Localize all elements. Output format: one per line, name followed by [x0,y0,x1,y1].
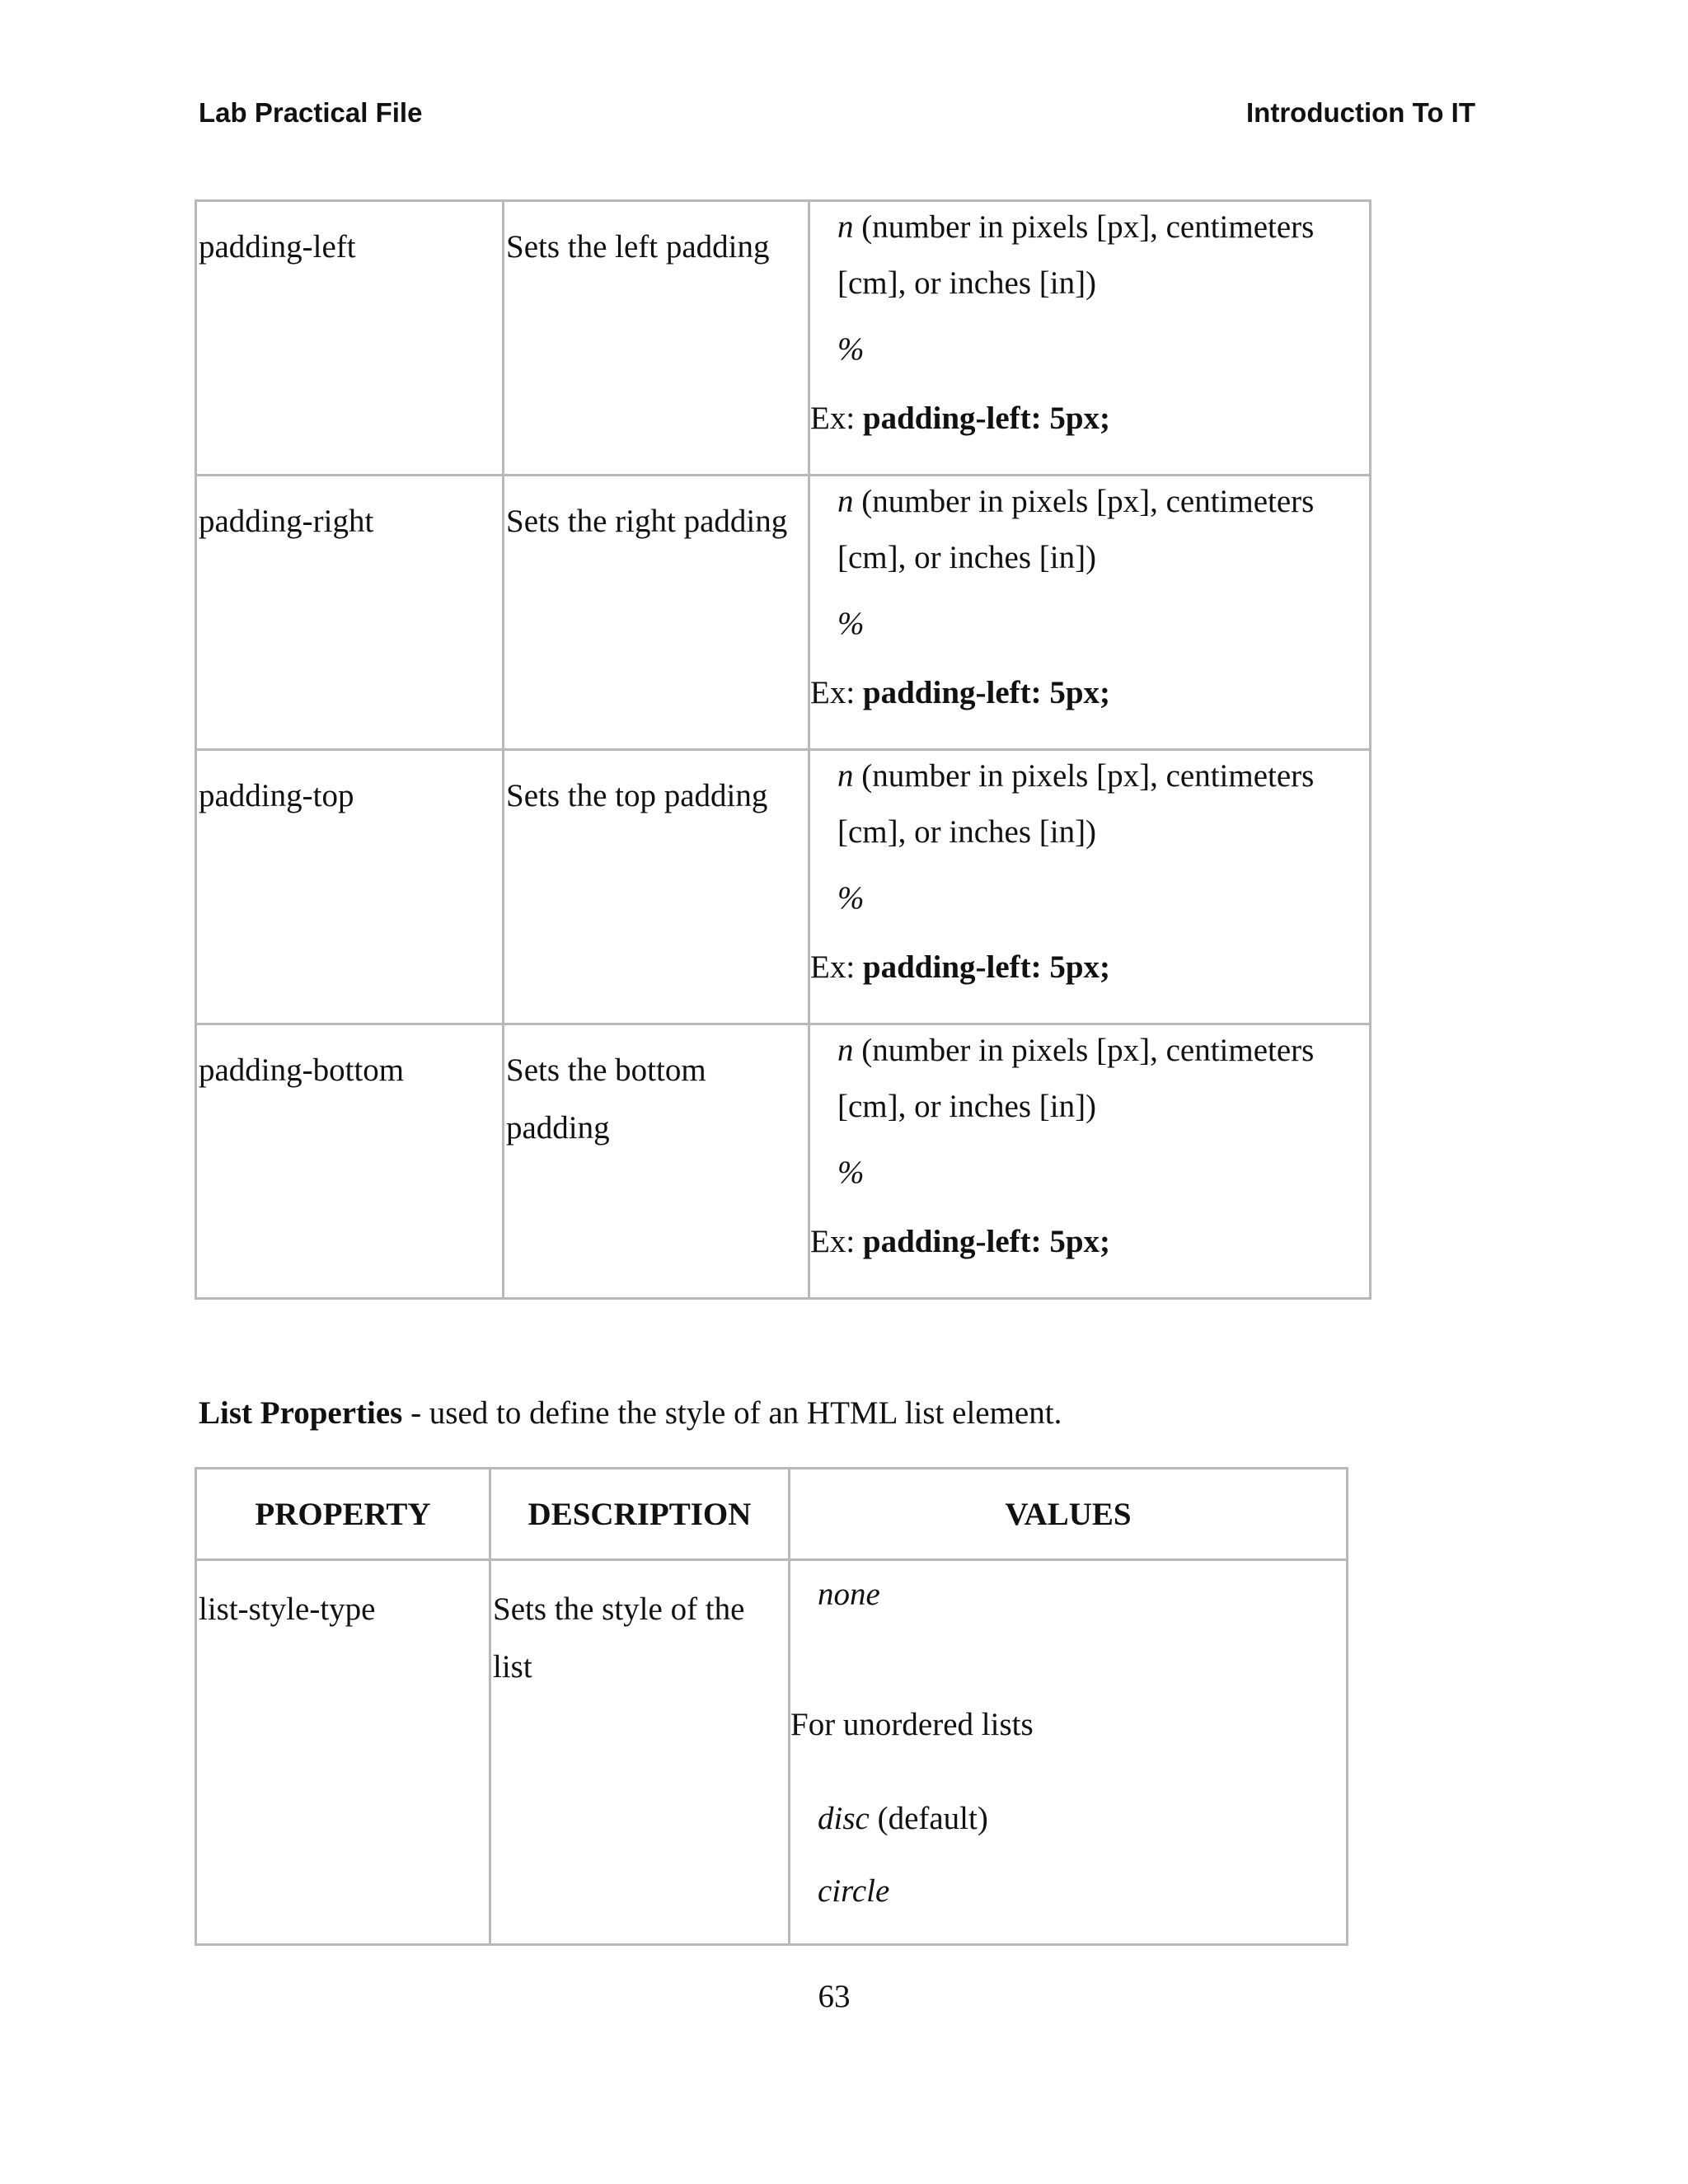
description-cell [504,201,809,476]
example-line [810,1213,1369,1271]
property-description-line-2: list [493,1649,532,1685]
example-prefix: Ex: [810,949,863,985]
value-n: n [837,758,854,794]
property-name: padding-top [199,778,354,813]
value-line-2: [cm], or inches [in]) [837,814,1097,850]
list-properties-title: List Properties [199,1395,403,1431]
example-code: padding-left: 5px; [862,1224,1111,1259]
property-description: Sets the left padding [506,229,770,265]
property-cell [196,476,504,750]
example-line [810,390,1369,448]
value-line-2: [cm], or inches [in]) [837,1089,1097,1124]
property-cell [196,1024,504,1299]
value-percent: % [837,331,865,367]
table-row [196,1024,1371,1299]
list-properties-description: - used to define the style of an HTML list element. [402,1395,1062,1431]
description-cell [504,1024,809,1299]
table-row [196,476,1371,750]
list-properties-intro [199,1393,1062,1434]
property-description-line-2: padding [506,1110,610,1146]
table-row [196,201,1371,476]
value-line-2: [cm], or inches [in]) [837,265,1097,301]
value-line [810,199,1369,256]
value-n: n [837,484,854,519]
value-unit-text: (number in pixels [px], centimeters [853,758,1315,794]
example-code: padding-left: 5px; [862,401,1111,436]
description-cell [504,750,809,1024]
value-line [810,473,1369,531]
property-cell [196,750,504,1024]
value-line [810,1022,1369,1080]
property-name: padding-left [199,229,356,265]
value-unit-text: (number in pixels [px], centimeters [853,209,1315,245]
value-n: n [837,1033,854,1068]
values-cell [809,1024,1371,1299]
table-row [196,1560,1348,1945]
padding-properties-table [195,199,1372,1300]
description-cell [504,476,809,750]
values-cell [790,1560,1348,1945]
page-number: 63 [818,1979,851,2014]
example-code: padding-left: 5px; [862,949,1111,985]
property-description: Sets the top padding [506,778,768,813]
value-disc-suffix: (default) [869,1801,988,1836]
value-none: none [818,1577,880,1612]
header-left: Lab Practical File [199,97,423,128]
property-cell [196,1560,490,1945]
value-unit-text: (number in pixels [px], centimeters [853,484,1315,519]
table-header-row [196,1469,1348,1560]
value-n: n [837,209,854,245]
value-disc-line [790,1790,1346,1848]
example-prefix: Ex: [810,675,863,710]
values-cell [809,750,1371,1024]
value-line [810,748,1369,805]
value-circle: circle [818,1873,890,1909]
value-percent: % [837,1155,865,1190]
property-name: padding-bottom [199,1052,405,1088]
example-code: padding-left: 5px; [862,675,1111,710]
property-name: list-style-type [199,1591,376,1627]
description-cell [490,1560,790,1945]
property-name: padding-right [199,504,374,539]
value-percent: % [837,606,865,641]
column-header-description: DESCRIPTION [490,1469,790,1560]
example-line [810,939,1369,996]
property-description-line-1: Sets the style of the [493,1591,745,1627]
value-line-2: [cm], or inches [in]) [837,540,1097,575]
header-right: Introduction To IT [1246,97,1475,128]
column-header-values: VALUES [790,1469,1348,1560]
example-prefix: Ex: [810,401,863,436]
value-unit-text: (number in pixels [px], centimeters [853,1033,1315,1068]
column-header-property: PROPERTY [196,1469,490,1560]
property-cell [196,201,504,476]
property-description-line-1: Sets the bottom [506,1052,706,1088]
values-cell [809,476,1371,750]
example-prefix: Ex: [810,1224,863,1259]
value-disc: disc [818,1801,870,1836]
value-percent: % [837,880,865,916]
list-properties-table [195,1467,1348,1946]
example-line [810,664,1369,722]
values-cell [809,201,1371,476]
value-unordered-heading: For unordered lists [790,1707,1034,1742]
property-description: Sets the right padding [506,504,788,539]
table-row [196,750,1371,1024]
